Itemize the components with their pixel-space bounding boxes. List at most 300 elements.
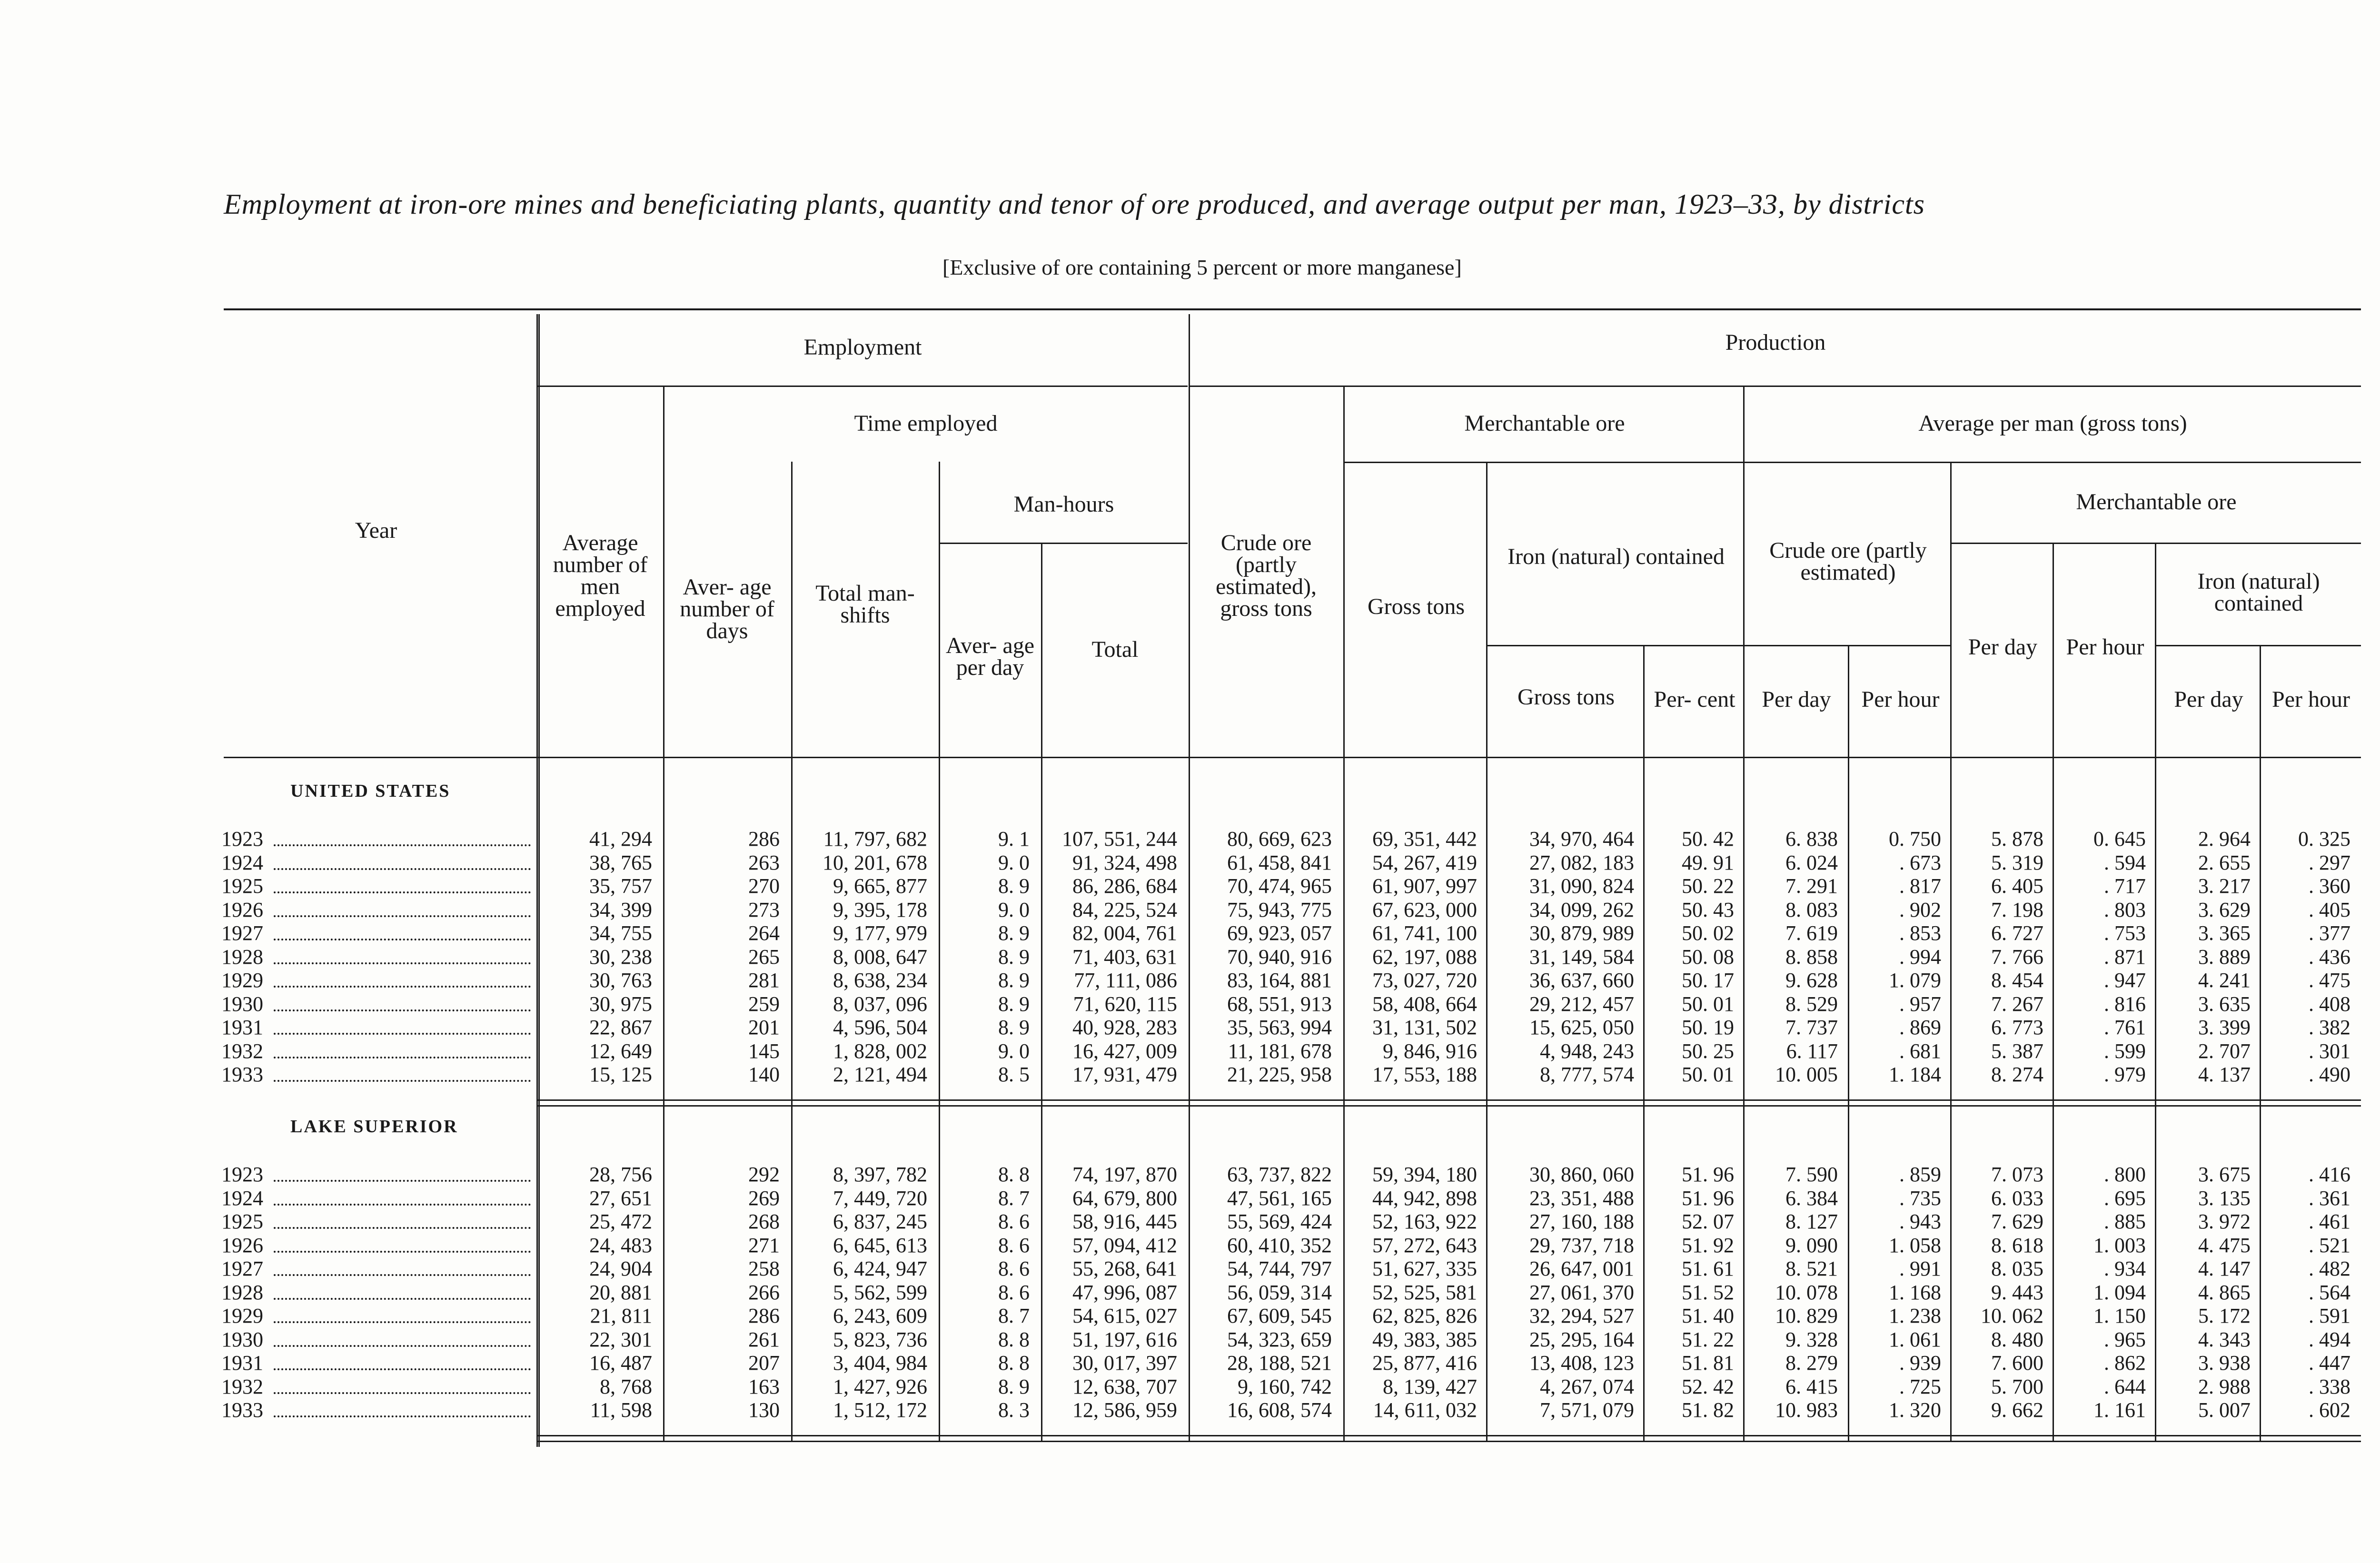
table-cell: . 957 <box>1899 992 1941 1016</box>
table-cell: 1, 427, 926 <box>833 1375 927 1398</box>
row-year: 1933 <box>221 1399 263 1421</box>
table-cell: 1. 094 <box>2093 1280 2146 1304</box>
row-leader-dots <box>274 943 531 964</box>
table-cell: 8. 529 <box>1785 992 1838 1016</box>
table-cell: 25, 472 <box>589 1210 652 1233</box>
row-year: 1927 <box>221 922 263 944</box>
table-cell: 6. 727 <box>1991 921 2043 945</box>
table-cell: 7. 766 <box>1991 945 2043 969</box>
table-cell: 91, 324, 498 <box>1072 851 1177 874</box>
table-cell: 8. 8 <box>998 1351 1030 1375</box>
table-cell: 61, 458, 841 <box>1227 851 1332 874</box>
table-cell: 34, 399 <box>589 898 652 921</box>
table-cell: . 939 <box>1899 1351 1941 1375</box>
bottom-rule-2 <box>538 1441 2361 1442</box>
table-cell: 286 <box>748 827 780 851</box>
table-cell: . 360 <box>2309 874 2350 898</box>
table-cell: 6. 117 <box>1786 1039 1838 1063</box>
table-cell: 1. 079 <box>1889 969 1941 992</box>
table-cell: 7, 449, 720 <box>833 1186 927 1210</box>
table-cell: 28, 188, 521 <box>1227 1351 1332 1375</box>
table-cell: 7. 629 <box>1991 1210 2043 1233</box>
section-rule-2 <box>538 1105 2361 1107</box>
row-leader-dots <box>274 1014 531 1035</box>
table-cell: 71, 620, 115 <box>1073 992 1177 1016</box>
table-cell: 51, 627, 335 <box>1372 1257 1477 1280</box>
table-cell: . 594 <box>2104 851 2146 874</box>
table-cell: 30, 763 <box>589 969 652 992</box>
iron-rule <box>1488 645 1745 646</box>
table-cell: . 803 <box>2104 898 2146 921</box>
table-cell: 29, 212, 457 <box>1529 992 1634 1016</box>
table-cell: 5. 007 <box>2198 1398 2251 1422</box>
table-cell: . 591 <box>2309 1304 2350 1327</box>
table-cell: 50. 01 <box>1682 1063 1734 1086</box>
table-cell: 63, 737, 822 <box>1227 1163 1332 1186</box>
table-cell: . 644 <box>2104 1375 2146 1398</box>
table-cell: 207 <box>748 1351 780 1375</box>
table-cell: . 297 <box>2309 851 2350 874</box>
header-avg-days: Aver- age number of days <box>680 574 774 643</box>
table-cell: 9. 090 <box>1785 1233 1838 1257</box>
table-cell: 8. 083 <box>1785 898 1838 921</box>
table-cell: . 681 <box>1899 1039 1941 1063</box>
top-rule <box>224 308 2361 310</box>
table-cell: 7. 600 <box>1991 1351 2043 1375</box>
table-cell: 8. 618 <box>1991 1233 2043 1257</box>
table-cell: 50. 02 <box>1682 921 1734 945</box>
table-cell: 9. 0 <box>998 1039 1030 1063</box>
row-leader-dots <box>274 1349 531 1370</box>
header-year: Year <box>355 518 397 543</box>
table-cell: 4. 241 <box>2198 969 2251 992</box>
table-cell: 6, 424, 947 <box>833 1257 927 1280</box>
table-cell: 261 <box>748 1327 780 1351</box>
table-cell: . 817 <box>1899 874 1941 898</box>
table-cell: 47, 561, 165 <box>1227 1186 1332 1210</box>
column-rule <box>1486 462 1488 1442</box>
table-cell: 0. 750 <box>1889 827 1941 851</box>
table-cell: 8. 9 <box>998 921 1030 945</box>
table-cell: 8. 521 <box>1785 1257 1838 1280</box>
table-cell: 0. 645 <box>2093 827 2146 851</box>
table-cell: 5. 172 <box>2198 1304 2251 1327</box>
table-cell: . 965 <box>2104 1327 2146 1351</box>
table-cell: . 869 <box>1899 1016 1941 1039</box>
section-rule-1 <box>538 1099 2361 1101</box>
table-cell: 6. 405 <box>1991 874 2043 898</box>
row-year: 1925 <box>221 1211 263 1233</box>
table-cell: 74, 197, 870 <box>1072 1163 1177 1186</box>
table-cell: 9. 628 <box>1785 969 1838 992</box>
table-cell: 17, 931, 479 <box>1072 1063 1177 1086</box>
table-cell: 8. 480 <box>1991 1327 2043 1351</box>
table-cell: 4, 948, 243 <box>1540 1039 1634 1063</box>
table-cell: . 494 <box>2309 1327 2350 1351</box>
row-leader-dots <box>274 1061 531 1082</box>
table-cell: 9, 665, 877 <box>833 874 927 898</box>
row-leader-dots <box>274 1396 531 1417</box>
table-cell: . 994 <box>1899 945 1941 969</box>
avg-per-man-rule <box>1745 462 2361 463</box>
table-cell: 8. 9 <box>998 1016 1030 1039</box>
table-cell: 8, 139, 427 <box>1383 1375 1477 1398</box>
table-cell: 1. 161 <box>2093 1398 2146 1422</box>
table-cell: 51. 96 <box>1682 1163 1734 1186</box>
table-cell: 8, 008, 647 <box>833 945 927 969</box>
table-cell: . 482 <box>2309 1257 2350 1280</box>
table-cell: 31, 131, 502 <box>1372 1016 1477 1039</box>
header-avg-per-man: Average per man (gross tons) <box>1918 411 2187 436</box>
table-cell: . 695 <box>2104 1186 2146 1210</box>
table-cell: 1. 061 <box>1889 1327 1941 1351</box>
table-cell: 54, 744, 797 <box>1227 1257 1332 1280</box>
table-cell: 8. 279 <box>1785 1351 1838 1375</box>
header-production: Production <box>1725 330 1826 355</box>
row-leader-dots <box>274 967 531 988</box>
row-year: 1929 <box>221 969 263 991</box>
table-cell: 67, 609, 545 <box>1227 1304 1332 1327</box>
table-cell: 12, 638, 707 <box>1072 1375 1177 1398</box>
man-hours-rule <box>940 543 1188 544</box>
table-cell: 86, 286, 684 <box>1072 874 1177 898</box>
table-cell: 5. 387 <box>1991 1039 2043 1063</box>
table-cell: 8. 035 <box>1991 1257 2043 1280</box>
table-cell: 59, 394, 180 <box>1372 1163 1477 1186</box>
table-cell: 163 <box>748 1375 780 1398</box>
row-year: 1928 <box>221 946 263 968</box>
table-cell: 69, 351, 442 <box>1372 827 1477 851</box>
table-cell: . 947 <box>2104 969 2146 992</box>
table-cell: 70, 940, 916 <box>1227 945 1332 969</box>
table-cell: 263 <box>748 851 780 874</box>
table-cell: 21, 811 <box>590 1304 652 1327</box>
table-cell: 30, 975 <box>589 992 652 1016</box>
table-cell: 23, 351, 488 <box>1529 1186 1634 1210</box>
table-cell: . 475 <box>2309 969 2350 992</box>
table-cell: 4. 865 <box>2198 1280 2251 1304</box>
table-cell: 35, 757 <box>589 874 652 898</box>
table-cell: 49. 91 <box>1682 851 1734 874</box>
table-cell: 1. 150 <box>2093 1304 2146 1327</box>
header-per-hour-2: Per hour <box>2066 634 2144 660</box>
table-cell: 50. 17 <box>1682 969 1734 992</box>
row-year: 1923 <box>221 1164 263 1186</box>
bottom-rule-1 <box>538 1435 2361 1436</box>
table-cell: 11, 181, 678 <box>1228 1039 1332 1063</box>
table-cell: . 377 <box>2309 921 2350 945</box>
row-leader-dots <box>274 849 531 870</box>
table-cell: 10. 005 <box>1775 1063 1838 1086</box>
table-cell: . 885 <box>2104 1210 2146 1233</box>
table-cell: 8. 127 <box>1785 1210 1838 1233</box>
table-cell: 8. 7 <box>998 1304 1030 1327</box>
row-leader-dots <box>274 1279 531 1300</box>
table-cell: 140 <box>748 1063 780 1086</box>
table-cell: 71, 403, 631 <box>1072 945 1177 969</box>
table-cell: 9. 1 <box>998 827 1030 851</box>
table-cell: 8, 397, 782 <box>833 1163 927 1186</box>
table-cell: 2. 707 <box>2198 1039 2251 1063</box>
header-time-employed: Time employed <box>854 411 998 436</box>
table-cell: 55, 569, 424 <box>1227 1210 1332 1233</box>
table-cell: 7. 737 <box>1785 1016 1838 1039</box>
row-leader-dots <box>274 1208 531 1229</box>
row-year: 1926 <box>221 1234 263 1256</box>
row-year: 1928 <box>221 1281 263 1304</box>
table-cell: 84, 225, 524 <box>1072 898 1177 921</box>
table-cell: 5. 878 <box>1991 827 2043 851</box>
table-cell: 25, 877, 416 <box>1372 1351 1477 1375</box>
section-heading: UNITED STATES <box>290 781 451 801</box>
table-cell: . 361 <box>2309 1186 2350 1210</box>
table-cell: 73, 027, 720 <box>1372 969 1477 992</box>
table-cell: 6. 838 <box>1785 827 1838 851</box>
table-cell: 6. 773 <box>1991 1016 2043 1039</box>
table-cell: 286 <box>748 1304 780 1327</box>
table-cell: . 461 <box>2309 1210 2350 1233</box>
column-rule <box>1189 314 1190 1442</box>
row-leader-dots <box>274 825 531 846</box>
table-cell: 51. 61 <box>1682 1257 1734 1280</box>
table-cell: 20, 881 <box>589 1280 652 1304</box>
table-cell: . 416 <box>2309 1163 2350 1186</box>
table-cell: 55, 268, 641 <box>1072 1257 1177 1280</box>
table-cell: 1. 238 <box>1889 1304 1941 1327</box>
table-cell: . 979 <box>2104 1063 2146 1086</box>
table-cell: . 447 <box>2309 1351 2350 1375</box>
table-cell: 62, 197, 088 <box>1372 945 1477 969</box>
table-cell: 60, 410, 352 <box>1227 1233 1332 1257</box>
table-cell: . 859 <box>1899 1163 1941 1186</box>
table-cell: 67, 623, 000 <box>1372 898 1477 921</box>
header-per-day-3: Per day <box>2174 687 2243 712</box>
header-percent: Per- cent <box>1654 687 1735 712</box>
table-cell: 50. 25 <box>1682 1039 1734 1063</box>
table-cell: . 902 <box>1899 898 1941 921</box>
table-cell: 273 <box>748 898 780 921</box>
table-cell: 5. 700 <box>1991 1375 2043 1398</box>
table-cell: 50. 43 <box>1682 898 1734 921</box>
table-cell: 3. 629 <box>2198 898 2251 921</box>
column-rule <box>1848 645 1849 1442</box>
row-year: 1929 <box>221 1305 263 1327</box>
employment-rule <box>538 386 1188 387</box>
table-cell: 7. 619 <box>1785 921 1838 945</box>
header-man-hours: Man-hours <box>1013 492 1114 517</box>
table-cell: 7. 291 <box>1785 874 1838 898</box>
table-cell: 3. 889 <box>2198 945 2251 969</box>
header-per-hour-3: Per hour <box>2272 687 2350 712</box>
table-cell: 30, 017, 397 <box>1072 1351 1177 1375</box>
table-cell: 68, 551, 913 <box>1227 992 1332 1016</box>
table-cell: 14, 611, 032 <box>1373 1398 1477 1422</box>
table-cell: 292 <box>748 1163 780 1186</box>
table-cell: 2. 655 <box>2198 851 2251 874</box>
table-cell: 30, 879, 989 <box>1529 921 1634 945</box>
table-cell: 9. 0 <box>998 898 1030 921</box>
table-cell: 54, 615, 027 <box>1072 1304 1177 1327</box>
table-cell: . 735 <box>1899 1186 1941 1210</box>
table-cell: 265 <box>748 945 780 969</box>
table-cell: 69, 923, 057 <box>1227 921 1332 945</box>
table-cell: 52. 42 <box>1682 1375 1734 1398</box>
header-per-hour-1: Per hour <box>1861 687 1940 712</box>
header-iron-contained: Iron (natural) contained <box>1507 544 1725 569</box>
table-cell: 12, 586, 959 <box>1072 1398 1177 1422</box>
table-cell: 34, 970, 464 <box>1529 827 1634 851</box>
column-rule <box>2260 645 2261 1442</box>
table-cell: . 405 <box>2309 898 2350 921</box>
table-cell: 26, 647, 001 <box>1529 1257 1634 1280</box>
table-cell: 2. 988 <box>2198 1375 2251 1398</box>
table-cell: 2. 964 <box>2198 827 2251 851</box>
table-cell: 264 <box>748 921 780 945</box>
table-cell: 8. 9 <box>998 969 1030 992</box>
table-cell: 10. 078 <box>1775 1280 1838 1304</box>
table-cell: 6, 645, 613 <box>833 1233 927 1257</box>
table-cell: 49, 383, 385 <box>1372 1327 1477 1351</box>
table-cell: 3. 972 <box>2198 1210 2251 1233</box>
table-cell: . 800 <box>2104 1163 2146 1186</box>
table-cell: 51. 92 <box>1682 1233 1734 1257</box>
table-cell: 130 <box>748 1398 780 1422</box>
column-rule <box>1950 462 1952 1442</box>
table-cell: 16, 608, 574 <box>1227 1398 1332 1422</box>
merch-pm-rule <box>1952 543 2361 544</box>
row-year: 1930 <box>221 1328 263 1351</box>
table-cell: 8. 9 <box>998 874 1030 898</box>
table-cell: 8. 6 <box>998 1233 1030 1257</box>
table-cell: 1. 058 <box>1889 1233 1941 1257</box>
table-cell: 8. 8 <box>998 1327 1030 1351</box>
table-cell: 8. 7 <box>998 1186 1030 1210</box>
table-cell: 6. 384 <box>1785 1186 1838 1210</box>
table-cell: 6, 837, 245 <box>833 1210 927 1233</box>
header-avg-men: Average number of men employed <box>553 530 648 621</box>
table-cell: . 853 <box>1899 921 1941 945</box>
table-cell: 51. 96 <box>1682 1186 1734 1210</box>
row-year: 1926 <box>221 899 263 921</box>
table-cell: 3. 399 <box>2198 1016 2251 1039</box>
table-cell: . 761 <box>2104 1016 2146 1039</box>
table-cell: 6. 033 <box>1991 1186 2043 1210</box>
table-cell: 50. 08 <box>1682 945 1734 969</box>
table-cell: 22, 301 <box>589 1327 652 1351</box>
table-cell: 51. 82 <box>1682 1398 1734 1422</box>
table-cell: 1. 320 <box>1889 1398 1941 1422</box>
table-cell: . 934 <box>2104 1257 2146 1280</box>
table-cell: 29, 737, 718 <box>1529 1233 1634 1257</box>
table-cell: 5, 562, 599 <box>833 1280 927 1304</box>
table-cell: 107, 551, 244 <box>1062 827 1177 851</box>
table-cell: 6. 024 <box>1785 851 1838 874</box>
table-cell: 269 <box>748 1186 780 1210</box>
table-cell: 271 <box>748 1233 780 1257</box>
table-cell: 52, 163, 922 <box>1372 1210 1477 1233</box>
table-cell: 30, 238 <box>589 945 652 969</box>
table-cell: 9, 395, 178 <box>833 898 927 921</box>
header-total: Total <box>1091 637 1139 662</box>
table-cell: 9. 443 <box>1991 1280 2043 1304</box>
table-cell: 28, 756 <box>589 1163 652 1186</box>
table-cell: 27, 061, 370 <box>1529 1280 1634 1304</box>
row-year: 1932 <box>221 1375 263 1398</box>
table-cell: 24, 483 <box>589 1233 652 1257</box>
table-cell: 3. 675 <box>2198 1163 2251 1186</box>
table-cell: 8. 6 <box>998 1210 1030 1233</box>
table-cell: 50. 01 <box>1682 992 1734 1016</box>
table-cell: 8, 777, 574 <box>1540 1063 1634 1086</box>
table-cell: 54, 323, 659 <box>1227 1327 1332 1351</box>
row-year: 1930 <box>221 993 263 1015</box>
row-year: 1931 <box>221 1352 263 1374</box>
table-cell: 3. 938 <box>2198 1351 2251 1375</box>
table-cell: 51. 22 <box>1682 1327 1734 1351</box>
table-cell: 16, 427, 009 <box>1072 1039 1177 1063</box>
table-cell: 266 <box>748 1280 780 1304</box>
header-iron-pm: Iron (natural) contained <box>2197 569 2320 616</box>
table-cell: 13, 408, 123 <box>1529 1351 1634 1375</box>
table-cell: 31, 090, 824 <box>1529 874 1634 898</box>
table-cell: 8. 6 <box>998 1257 1030 1280</box>
table-cell: 1. 184 <box>1889 1063 1941 1086</box>
column-rule <box>1343 386 1345 1442</box>
table-cell: 8. 9 <box>998 945 1030 969</box>
table-cell: 54, 267, 419 <box>1372 851 1477 874</box>
table-cell: 17, 553, 188 <box>1372 1063 1477 1086</box>
table-cell: . 301 <box>2309 1039 2350 1063</box>
table-cell: 5. 319 <box>1991 851 2043 874</box>
column-rule <box>1041 543 1042 1442</box>
table-cell: 16, 487 <box>589 1351 652 1375</box>
header-per-day-2: Per day <box>1968 634 2038 660</box>
row-leader-dots <box>274 896 531 917</box>
table-cell: 201 <box>748 1016 780 1039</box>
table-cell: 50. 22 <box>1682 874 1734 898</box>
column-rule <box>939 462 940 1442</box>
header-merch-ore-pm: Merchantable ore <box>2076 489 2237 514</box>
table-cell: 41, 294 <box>589 827 652 851</box>
table-cell: 51, 197, 616 <box>1072 1327 1177 1351</box>
table-cell: 58, 916, 445 <box>1072 1210 1177 1233</box>
table-cell: . 871 <box>2104 945 2146 969</box>
table-cell: 1. 168 <box>1889 1280 1941 1304</box>
column-rule <box>1743 386 1745 1442</box>
table-cell: 15, 125 <box>589 1063 652 1086</box>
table-cell: 7, 571, 079 <box>1540 1398 1634 1422</box>
table-cell: 4, 596, 504 <box>833 1016 927 1039</box>
table-cell: 12, 649 <box>589 1039 652 1063</box>
table-cell: 56, 059, 314 <box>1227 1280 1332 1304</box>
table-cell: 44, 942, 898 <box>1372 1186 1477 1210</box>
column-rule <box>2053 543 2054 1442</box>
table-title: Employment at iron-ore mines and beneficiating plants, quantity and tenor of ore produced, and average output per man, 1923–33, by districts <box>224 188 1925 220</box>
table-cell: 4. 475 <box>2198 1233 2251 1257</box>
table-cell: . 991 <box>1899 1257 1941 1280</box>
table-cell: 8. 858 <box>1785 945 1838 969</box>
row-year: 1923 <box>221 828 263 850</box>
table-cell: 50. 19 <box>1682 1016 1734 1039</box>
row-leader-dots <box>274 1373 531 1394</box>
table-cell: 5, 823, 736 <box>833 1327 927 1351</box>
section-heading: LAKE SUPERIOR <box>290 1117 458 1137</box>
table-cell: . 816 <box>2104 992 2146 1016</box>
table-cell: 11, 797, 682 <box>823 827 927 851</box>
row-year: 1925 <box>221 875 263 897</box>
table-cell: 8. 8 <box>998 1163 1030 1186</box>
header-avg-per-day: Aver- age per day <box>945 633 1035 680</box>
